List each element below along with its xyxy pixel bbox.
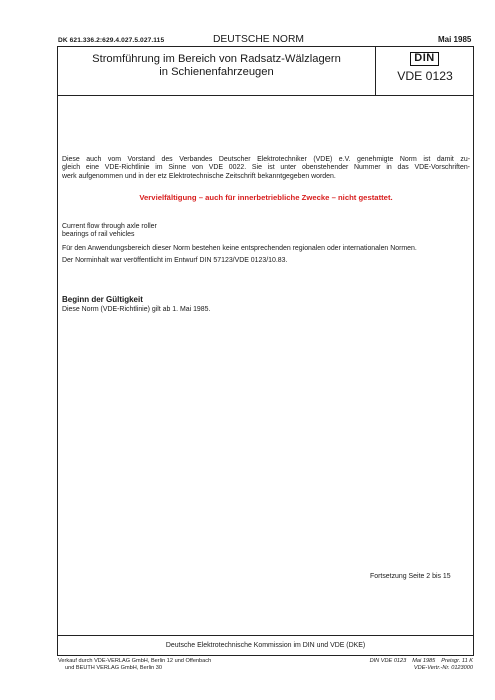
document-title (58, 53, 375, 79)
commission-name: Deutsche Elektrotechnische Kommission im DIN und VDE (DKE) (165, 642, 366, 649)
scope-note: Für den Anwendungsbereich dieser Norm bestehen keine entsprechenden regionalen oder internationalen Normen. (62, 245, 417, 252)
standard-number: VDE 0123 (397, 69, 453, 83)
intro-line: werk aufgenommen und in der etz Elektrotechnische Zeitschrift bekanntgegeben worden. (62, 172, 336, 180)
page-frame (57, 46, 474, 656)
title-block-divider (57, 95, 474, 96)
reference-info (330, 658, 473, 672)
english-title-line-2: bearings of rail vehicles (62, 231, 135, 239)
publisher-info (58, 658, 211, 672)
english-title-line-1: Current flow through axle roller (62, 223, 157, 230)
intro-paragraph (62, 156, 470, 181)
english-title (62, 223, 470, 240)
publisher-line-2: und BEUTH VERLAG GmbH, Berlin 30 (65, 665, 162, 671)
ref-standard: DIN VDE 0123 (369, 658, 407, 664)
title-line-1: Stromführung im Bereich von Radsatz-Wälzlagern (92, 53, 341, 65)
continuation-note: Fortsetzung Seite 2 bis 15 (370, 573, 451, 580)
issue-date: Mai 1985 (438, 35, 472, 44)
ref-order: VDE-Vertr.-Nr. 0123000 (413, 665, 473, 671)
din-logo: DIN (410, 52, 439, 66)
footer-divider (57, 635, 474, 636)
title-line-2: in Schienenfahrzeugen (159, 66, 274, 78)
dk-classification: DK 621.336.2:629.4.027.5.027.115 (58, 37, 165, 44)
draft-note: Der Norminhalt war veröffentlicht im Entwurf DIN 57123/VDE 0123/10.83. (62, 257, 288, 264)
intro-line: gleich eine VDE-Richtlinie im Sinne von VDE 0022. Sie ist unter obenstehender Nummer in das VDE-Vorschriften- (62, 164, 470, 172)
publisher-line-1: Verkauf durch VDE-VERLAG GmbH, Berlin 12 und Offenbach (58, 658, 212, 664)
validity-text: Diese Norm (VDE-Richtlinie) gilt ab 1. Mai 1985. (62, 306, 211, 313)
ref-price: Preisgr. 11 K (441, 658, 473, 664)
validity-heading: Beginn der Gültigkeit (62, 295, 143, 304)
reproduction-warning: Vervielfältigung – auch für innerbetriebliche Zwecke – nicht gestattet. (139, 193, 393, 202)
intro-line: Diese auch vom Vorstand des Verbandes Deutscher Elektrotechniker (VDE) e.V. genehmigte Norm ist damit zu- (62, 156, 470, 163)
ref-date: Mai 1985 (412, 658, 436, 664)
document-type: DEUTSCHE NORM (213, 34, 304, 45)
